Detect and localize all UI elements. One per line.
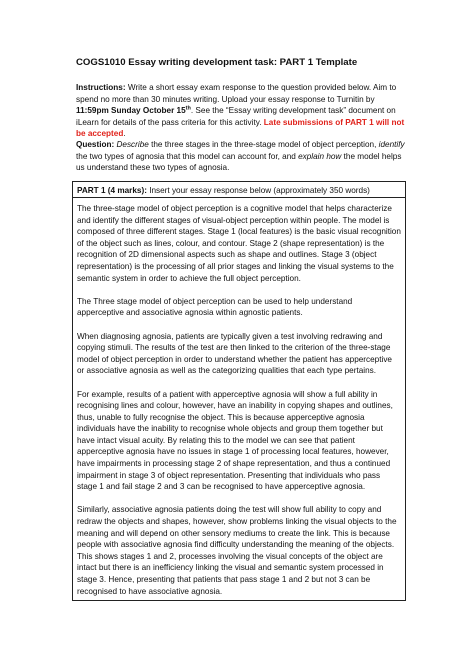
- essay-response-box[interactable]: [72, 181, 406, 601]
- question-text-2: the two types of agnosia that this model can account for, and: [76, 151, 299, 161]
- question-keyword-identify: identify: [378, 140, 405, 149]
- page-title: COGS1010 Essay writing development task: PART 1 Template: [76, 57, 358, 68]
- instructions-text-1: Write a short essay exam response to the question provided below. Aim to spend no more than 30 minutes writing. Upload your essay response to Turnitin by: [76, 83, 397, 104]
- instructions-label: Instructions:: [76, 83, 126, 92]
- response-header-text: Insert your essay response below (approximately 350 words): [146, 186, 370, 195]
- question-text-1: the three stages in the three-stage model of object perception,: [148, 140, 379, 149]
- essay-paragraph: The three-stage model of object perception is a cognitive model that helps characterize and identify the different stages of visual-object perception within people. The model is composed of three different stages. Stage 1 (local features) is the basic visual recognition of the object such as lines, colour, and contour. Stage 2 (shape representation) is the recognition of 2D dimensional aspects such as shape and outlines. Stage 3 (object representation) is the processing of all prior stages and linking the visual systems to the semantic system in order to achieve the full object perception.: [77, 204, 401, 283]
- essay-paragraph: When diagnosing agnosia, patients are typically given a test involving redrawing and copying stimuli. The results of the test are then linked to the criterion of the three-stage model of object perception in order to understand whether the patient has apperceptive or associative agnosia as well as the categorizing qualities that each type pertains.: [77, 331, 392, 376]
- question-keyword-describe: Describe: [116, 140, 149, 149]
- essay-response-text[interactable]: [73, 198, 405, 597]
- question-block: [76, 139, 406, 174]
- question-text-3: the model helps us understand these two types of agnosia.: [76, 151, 402, 173]
- essay-paragraph: Similarly, associative agnosia patients doing the test will show full ability to copy and redraw the objects and shapes, however, show problems linking the visual objects to the meaning and will depend on other sensory mediums to create the link. This is because people with associative agnosia find difficulty understanding the meaning of the objects. This shows stages 1 and 2, processes involving the visual concepts of the object are intact but there is an inefficiency linking the visual and semantic system processed in stage 3. Hence, presenting that patients that pass stage 1 and 2 but not 3 can be recognised to have associative agnosia.: [77, 505, 397, 596]
- instructions-text-end: .: [123, 129, 126, 139]
- instructions-block: [76, 82, 406, 140]
- response-header-label: PART 1 (4 marks):: [77, 186, 147, 195]
- deadline-text: [76, 106, 191, 115]
- response-box-header: [73, 182, 405, 198]
- essay-paragraph: The Three stage model of object perception can be used to help understand apperceptive and associative agnosia within agnostic patients.: [77, 296, 353, 318]
- question-label: Question:: [76, 140, 115, 149]
- question-keyword-explain: explain how: [298, 151, 342, 161]
- essay-paragraph: For example, results of a patient with apperceptive agnosia will show a full ability in recognising lines and colour, however, have an inability in copying shapes and outlines, thus, unable to fully recognise the object. This is because apperceptive agnosia individuals have the inability to recognise whole objects and group them together but have intact visual acuity. By relating this to the model we can see that patient apperceptive agnosia have no issues in stage 1 of processing local features, however, have impairments in processing stage 2 of shape representation, and thus a continued impairment in stage 3 of object representation. Presenting that individuals who pass stage 1 and fail stage 2 and 3 can be recognised to have apperceptive agnosia.: [77, 389, 393, 492]
- deadline-time: 11:59pm Sunday October 15: [76, 106, 186, 116]
- late-submission-warning: Late submissions of PART 1 will not be accepted: [76, 117, 405, 139]
- instructions-text-2: . See the “Essay writing development task” document on iLearn for details of the pass criteria for this activity.: [76, 106, 396, 127]
- deadline-ordinal: th: [185, 105, 191, 112]
